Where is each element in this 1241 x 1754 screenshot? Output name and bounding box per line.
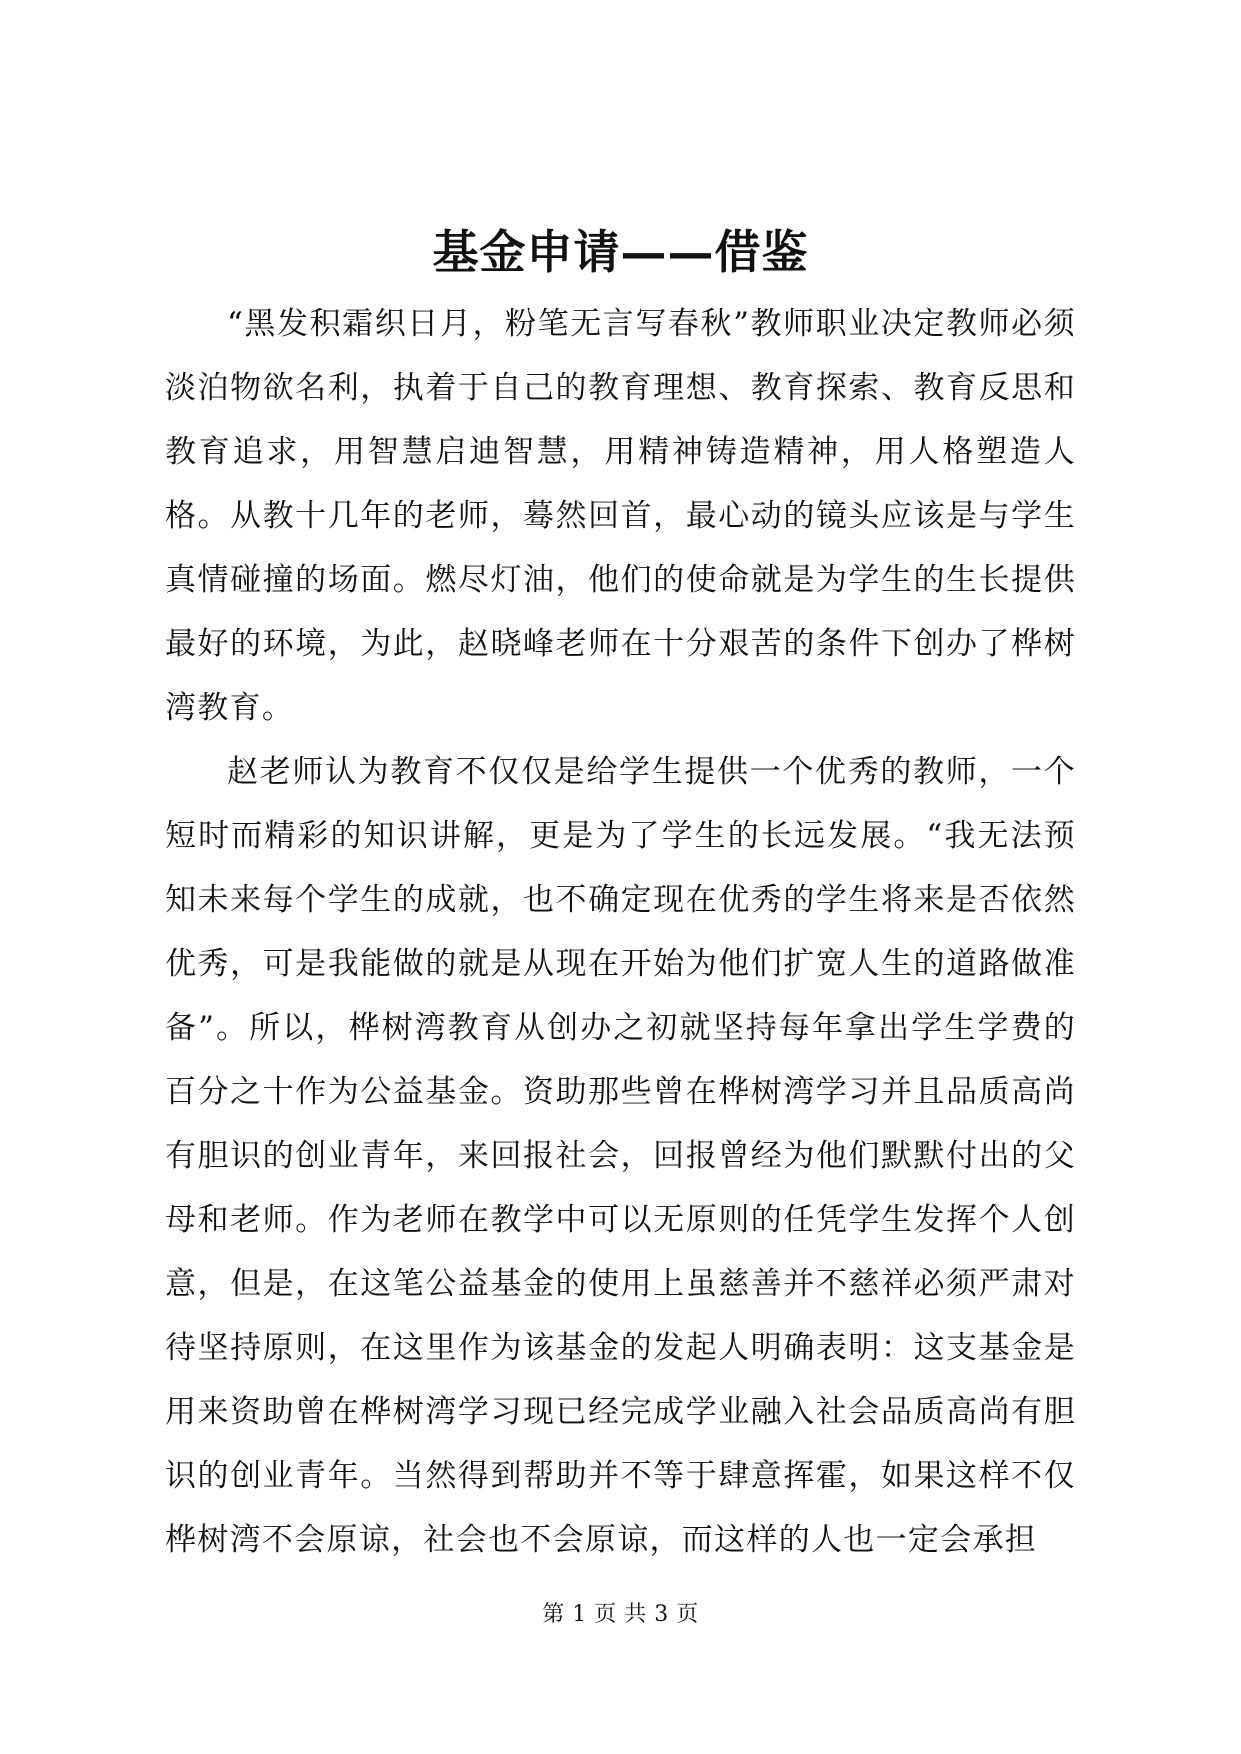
page-number-footer: 第 1 页 共 3 页	[542, 1602, 699, 1627]
document-body	[165, 292, 1076, 1572]
paragraph-1: “黑发积霜织日月，粉笔无言写春秋”教师职业决定教师必须淡泊物欲名利，执着于自己的教育理想、教育探索、教育反思和教育追求，用智慧启迪智慧，用精神铸造精神，用人格塑造人格。从教十几年的老师，蓦然回首，最心动的镜头应该是与学生真情碰撞的场面。燃尽灯油，他们的使命就是为学生的生长提供最好的环境，为此，赵晓峰老师在十分艰苦的条件下创办了桦树湾教育。	[165, 306, 1076, 726]
document-title: 基金申请——借鉴	[432, 225, 809, 279]
paragraph-2: 赵老师认为教育不仅仅是给学生提供一个优秀的教师，一个短时而精彩的知识讲解，更是为了学生的长远发展。“我无法预知未来每个学生的成就，也不确定现在优秀的学生将来是否依然优秀，可是我能做的就是从现在开始为他们扩宽人生的道路做准备”。所以，桦树湾教育从创办之初就坚持每年拿出学生学费的百分之十作为公益基金。资助那些曾在桦树湾学习并且品质高尚有胆识的创业青年，来回报社会，回报曾经为他们默默付出的父母和老师。作为老师在教学中可以无原则的任凭学生发挥个人创意，但是，在这笔公益基金的使用上虽慈善并不慈祥必须严肃对待坚持原则，在这里作为该基金的发起人明确表明：这支基金是用来资助曾在桦树湾学习现已经完成学业融入社会品质高尚有胆识的创业青年。当然得到帮助并不等于肆意挥霍，如果这样不仅桦树湾不会原谅，社会也不会原谅，而这样的人也一定会承担	[165, 754, 1076, 1558]
